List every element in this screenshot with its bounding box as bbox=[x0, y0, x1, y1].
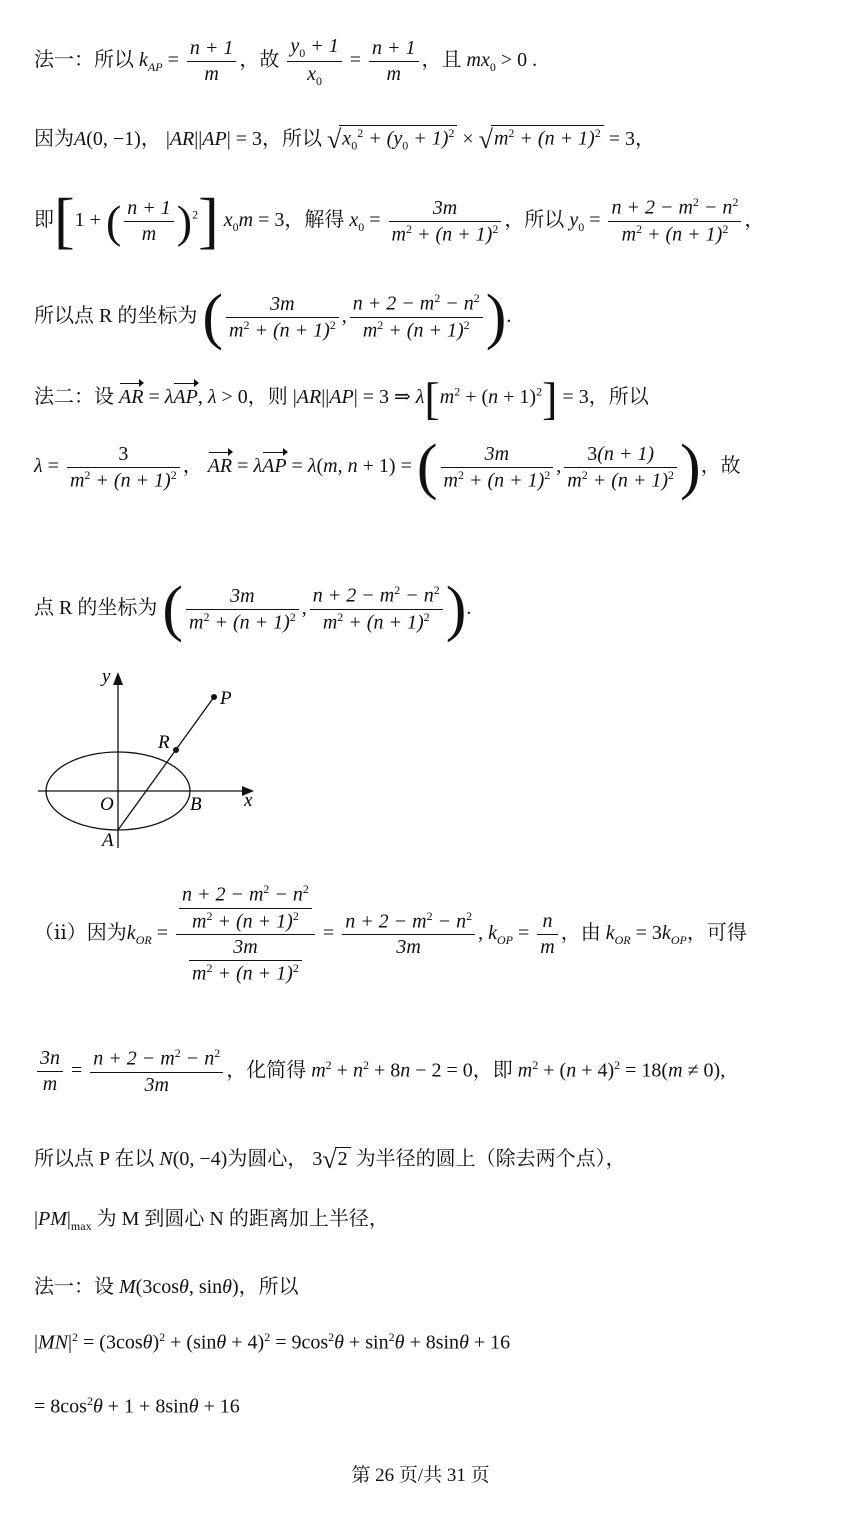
y-axis-arrow bbox=[113, 672, 123, 685]
text: ，则 bbox=[247, 386, 288, 409]
line-circle: 所以点 P 在以 N(0, −4)为圆心， 3√2 为半径的圆上（除去两个点）， bbox=[34, 1145, 626, 1174]
page-footer: 第 26 页/共 31 页 bbox=[351, 1465, 490, 1486]
point-r bbox=[173, 747, 179, 753]
label-x: x bbox=[244, 790, 253, 811]
line-solve-x0: 即[1 + ( $\frac{n + 1}{m}$ )$^2$] $x_0m = 3$，解得 $x_0$ = $\frac{3m}{m^2 + (n + 1)^2}$ ，所以 $y_0$ = $\frac{n + 2 - m^2 - n^2}{m^2 + (n + 1)^2}$ ， bbox=[34, 187, 765, 255]
text: 所以点 P 在以 bbox=[34, 1148, 155, 1170]
text: 为半径的圆上（除去两个点）， bbox=[355, 1148, 626, 1170]
point-p bbox=[211, 694, 217, 700]
line-pm-max: $|PM|_{max}$ 为 M 到圆心 N 的距离加上半径， bbox=[34, 1208, 389, 1233]
line-method1-param: 法一：设 M(3cosθ, sinθ)，所以 bbox=[34, 1276, 299, 1298]
text: ，即 bbox=[472, 1059, 513, 1082]
text: 因为 bbox=[34, 128, 74, 150]
line-method1-slope: 法一：所以 $k_{AP}$ = $\frac{n + 1}{m}$ ，故 $\frac{y_0 + 1}{x_0}$ = $\frac{n + 1}{m}$ ，且 $mx_0 > 0$ . bbox=[34, 35, 538, 88]
line-lambda: λ = $\frac{3}{m^2 + (n + 1)^2}$ ， AR = λAP = λ(m, n + 1) = ( $\frac{3m}{m^2 + (n + 1)^2}$ , $\frac{3(n + 1)}{m^2 + (n + 1)^2}$ )，故 bbox=[34, 433, 741, 501]
text: ，所以 bbox=[238, 1276, 299, 1298]
text: 为圆心， bbox=[227, 1148, 308, 1170]
text: ，化简得 bbox=[226, 1059, 307, 1082]
method-label: 法一：设 bbox=[34, 1276, 114, 1298]
text: ，且 bbox=[421, 49, 462, 72]
label-y: y bbox=[102, 666, 111, 687]
label-r: R bbox=[158, 732, 170, 753]
line-part-ii: （ⅱ）因为$k_{OR}$ = $\frac{\frac{n + 2 - m^2 - n^2}{m^2 + (n + 1)^2}}{\frac{3m}{m^2 + (n + 1)^2}}$ = $\frac{n + 2 - m^2 - n^2}{3m}$ , $k_{OP}$ = $\frac{n}{m}$ ，由 $k_{OR} = 3k_{OP}$，可得 bbox=[34, 882, 747, 985]
line-r-coord-1: 所以点 R 的坐标为 ( $\frac{3m}{m^2 + (n + 1)^2}$ , $\frac{n + 2 - m^2 - n^2}{m^2 + (n + 1)^2}$ ). bbox=[34, 283, 512, 351]
label-b: B bbox=[190, 794, 202, 815]
line-distance: 因为A(0, −1)， |AR||AP| = 3，所以 $√x_0^2 + (y_0 + 1)^2 \times √m^2 + (n + 1)^2 = 3$， bbox=[34, 125, 655, 154]
line-mn-squared: $|MN|^2 = (3\cos\theta)^2 + (\sin\theta + 4)^2 = 9\cos^2\theta + \sin^2\theta + 8\sin\theta + 16$ bbox=[34, 1330, 511, 1354]
text: 所以点 R 的坐标为 bbox=[34, 305, 198, 328]
line-r-coord-2: 点 R 的坐标为 ( $\frac{3m}{m^2 + (n + 1)^2}$ , $\frac{n + 2 - m^2 - n^2}{m^2 + (n + 1)^2}$ ). bbox=[34, 575, 472, 643]
label-p: P bbox=[220, 688, 232, 709]
line-simplify: $\frac{3n}{m}$ = $\frac{n + 2 - m^2 - n^2}{3m}$ ，化简得 $m^2 + n^2 + 8n - 2 = 0$，即 $m^2 + (n + 4)^2 = 18(m \ne 0)$, bbox=[34, 1046, 821, 1098]
text: ，故 bbox=[700, 455, 741, 478]
method-label: 法一： bbox=[34, 49, 94, 72]
text: 即 bbox=[34, 209, 54, 232]
label-a: A bbox=[102, 830, 114, 851]
line-mn-expand: = $8\cos^2\theta + 1 + 8\sin\theta + 16$ bbox=[34, 1394, 240, 1418]
text: ，由 bbox=[560, 922, 601, 945]
method-label: 法二：设 bbox=[34, 386, 114, 409]
label-o: O bbox=[100, 794, 114, 815]
ellipse-diagram bbox=[30, 660, 270, 860]
text: 点 R 的坐标为 bbox=[34, 597, 158, 620]
text: 为 M 到圆心 N 的距离加上半径， bbox=[96, 1208, 389, 1230]
text: ，所以 bbox=[262, 128, 323, 150]
text: ，故 bbox=[239, 49, 280, 72]
text: ，解得 bbox=[284, 209, 345, 232]
line-method2: 法二：设 AR = λAP, λ > 0，则 |AR||AP| = 3 ⇒ $\lambda[m^2 + (n + 1)^2] = 3$，所以 bbox=[34, 373, 649, 424]
text: ，所以 bbox=[504, 209, 565, 232]
text: ，所以 bbox=[588, 386, 649, 409]
text: （ⅱ）因为 bbox=[34, 922, 127, 945]
text: ，可得 bbox=[686, 922, 747, 945]
text: 所以 bbox=[94, 49, 134, 72]
